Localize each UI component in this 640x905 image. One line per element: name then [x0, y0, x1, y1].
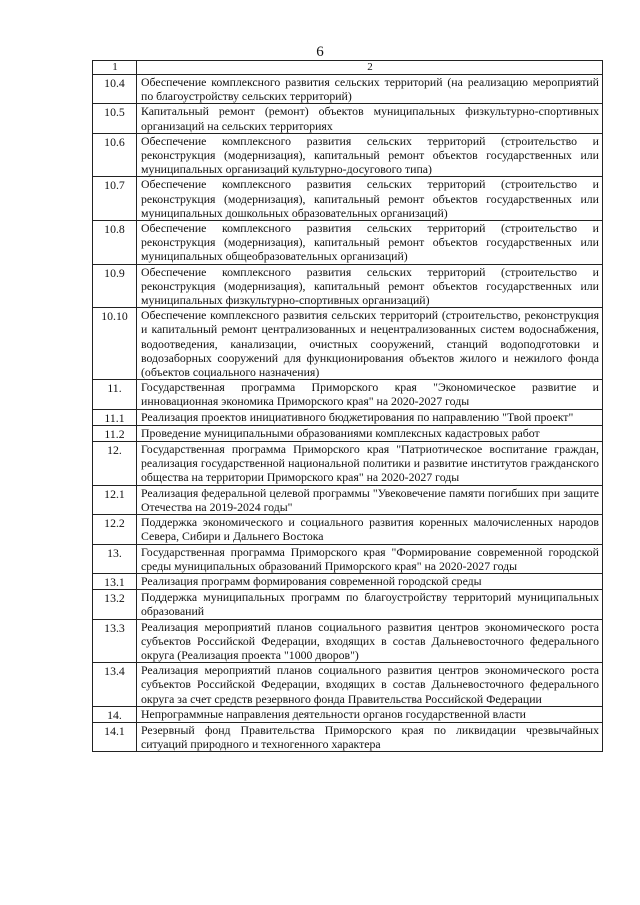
row-number: 12. [93, 442, 137, 486]
row-number: 12.1 [93, 485, 137, 514]
table-row [93, 104, 603, 133]
row-number: 10.5 [93, 104, 137, 133]
row-text: Обеспечение комплексного развития сельских территорий (строительство и реконструкция (модернизация), капитальный ремонт объектов государственных или муниципальных физкультурно-спортивных организаций) [137, 264, 603, 308]
table-row [93, 308, 603, 380]
row-text: Государственная программа Приморского края "Экономическое развитие и инновационная экономика Приморского края" на 2020-2027 годы [137, 380, 603, 409]
row-text: Обеспечение комплексного развития сельских территорий (строительство и реконструкция (модернизация), капитальный ремонт объектов государственных или муниципальных общеобразовательных организаций) [137, 221, 603, 265]
table-row [93, 573, 603, 589]
row-number: 13.3 [93, 619, 137, 663]
row-text: Обеспечение комплексного развития сельских территорий (строительство и реконструкция (модернизация), капитальный ремонт объектов государственных или муниципальных организаций культурно-досугового типа) [137, 133, 603, 177]
row-text: Обеспечение комплексного развития сельских территорий (строительство, реконструкция и капитальный ремонт централизованных и нецентрализованных систем водоснабжения, водоотведения, канализации, очистных сооружений, станций водоподготовки и водозаборных сооружений для функционирования объектов жилого и нежилого фонда (объектов социального назначения) [137, 308, 603, 380]
row-text: Государственная программа Приморского края "Формирование современной городской среды муниципальных образований Приморского края" на 2020-2027 годы [137, 544, 603, 573]
table-row [93, 75, 603, 104]
table-row [93, 409, 603, 425]
table-row [93, 590, 603, 619]
row-text: Реализация мероприятий планов социального развития центров экономического роста субъектов Российской Федерации, входящих в состав Дальневосточного федерального округа за счет средств резервного фонда Правительства Российской Федерации [137, 663, 603, 707]
table-row [93, 663, 603, 707]
row-text: Государственная программа Приморского края "Патриотическое воспитание граждан, реализация государственной национальной политики и развитие институтов гражданского общества на территории Приморского края" на 2020-2027 годы [137, 442, 603, 486]
table-header-row [93, 61, 603, 75]
row-text: Проведение муниципальными образованиями комплексных кадастровых работ [137, 425, 603, 441]
row-text: Капитальный ремонт (ремонт) объектов муниципальных физкультурно-спортивных организаций на сельских территориях [137, 104, 603, 133]
row-number: 11.2 [93, 425, 137, 441]
row-number: 13.2 [93, 590, 137, 619]
table-row [93, 619, 603, 663]
table-row [93, 706, 603, 722]
row-number: 14. [93, 706, 137, 722]
row-number: 10.9 [93, 264, 137, 308]
table-row [93, 133, 603, 177]
row-number: 11.1 [93, 409, 137, 425]
row-text: Реализация мероприятий планов социального развития центров экономического роста субъектов Российской Федерации, входящих в состав Дальневосточного федерального округа (Реализация проекта "1000 дворов") [137, 619, 603, 663]
table-row [93, 264, 603, 308]
row-number: 11. [93, 380, 137, 409]
row-text: Реализация программ формирования современной городской среды [137, 573, 603, 589]
row-number: 12.2 [93, 515, 137, 544]
row-number: 13.4 [93, 663, 137, 707]
column-header-number: 1 [93, 61, 137, 75]
table-row [93, 177, 603, 221]
row-text: Реализация проектов инициативного бюджетирования по направлению "Твой проект" [137, 409, 603, 425]
row-text: Обеспечение комплексного развития сельских территорий (на реализацию мероприятий по благоустройству сельских территорий) [137, 75, 603, 104]
page-number: 6 [316, 44, 324, 60]
row-number: 10.6 [93, 133, 137, 177]
table-row [93, 485, 603, 514]
table-row [93, 221, 603, 265]
table-row [93, 515, 603, 544]
row-number: 13.1 [93, 573, 137, 589]
table-row [93, 425, 603, 441]
row-number: 14.1 [93, 722, 137, 751]
table-row [93, 442, 603, 486]
row-number: 10.8 [93, 221, 137, 265]
row-text: Поддержка муниципальных программ по благоустройству территорий муниципальных образований [137, 590, 603, 619]
column-header-name: 2 [137, 61, 603, 75]
row-number: 10.7 [93, 177, 137, 221]
table-row [93, 380, 603, 409]
row-text: Обеспечение комплексного развития сельских территорий (строительство и реконструкция (модернизация), капитальный ремонт объектов государственных или муниципальных дошкольных образовательных организаций) [137, 177, 603, 221]
row-number: 10.4 [93, 75, 137, 104]
table-row [93, 722, 603, 751]
table-row [93, 544, 603, 573]
row-text: Резервный фонд Правительства Приморского края по ликвидации чрезвычайных ситуаций природного и техногенного характера [137, 722, 603, 751]
row-text: Непрограммные направления деятельности органов государственной власти [137, 706, 603, 722]
row-number: 10.10 [93, 308, 137, 380]
row-number: 13. [93, 544, 137, 573]
row-text: Реализация федеральной целевой программы "Увековечение памяти погибших при защите Отечества на 2019-2024 годы" [137, 485, 603, 514]
row-text: Поддержка экономического и социального развития коренных малочисленных народов Севера, Сибири и Дальнего Востока [137, 515, 603, 544]
budget-items-table [92, 60, 603, 752]
